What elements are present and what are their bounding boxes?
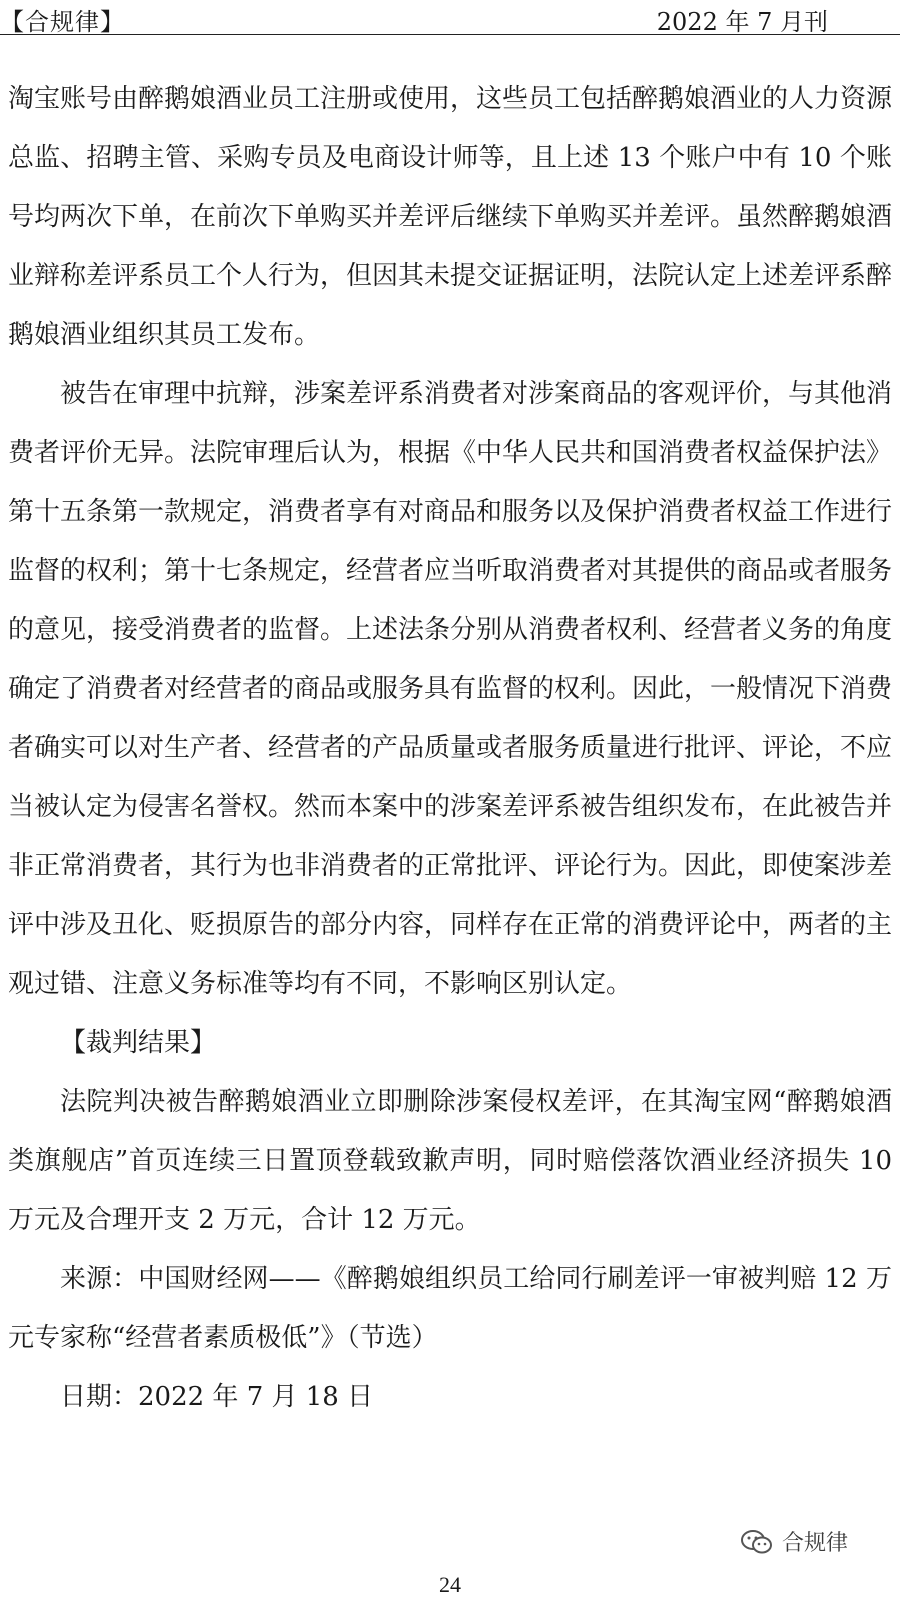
section-heading-judgment: 【裁判结果】 <box>60 1028 217 1058</box>
paragraph-continued: 淘宝账号由醉鹅娘酒业员工注册或使用，这些员工包括醉鹅娘酒业的人力资源总监、招聘主管、采购专员及电商设计师等，且上述 13 个账户中有 10 个账号均两次下单，在前次下单购买并差评后继续下单购买并差评。虽然醉鹅娘酒业辩称差评系员工个人行为，但因其未提交证据证明，法院认定上述差评系醉鹅娘酒业组织其员工发布。 <box>8 84 893 350</box>
page-number: 24 <box>439 1572 461 1597</box>
paragraph-date: 日期：2022 年 7 月 18 日 <box>60 1382 374 1412</box>
watermark-text: 合规律 <box>781 1531 848 1556</box>
article-body <box>0 70 900 1427</box>
paragraph-judgment: 法院判决被告醉鹅娘酒业立即删除涉案侵权差评，在其淘宝网“醉鹅娘酒类旗舰店”首页连续三日置顶登载致歉声明，同时赔偿落饮酒业经济损失 10 万元及合理开支 2 万元，合计 12 万元。 <box>8 1087 892 1235</box>
wechat-watermark <box>740 1526 848 1557</box>
wechat-icon <box>740 1528 774 1556</box>
paragraph-source: 来源：中国财经网——《醉鹅娘组织员工给同行刷差评一审被判赔 12 万元专家称“经营者素质极低”》（节选） <box>8 1264 892 1353</box>
page-header <box>0 0 900 35</box>
journal-name: 【合规律】 <box>0 8 125 36</box>
issue-date: 2022 年 7 月刊 <box>656 8 828 36</box>
paragraph-defense-argument: 被告在审理中抗辩，涉案差评系消费者对涉案商品的客观评价，与其他消费者评价无异。法院审理后认为，根据《中华人民共和国消费者权益保护法》第十五条第一款规定，消费者享有对商品和服务以及保护消费者权益工作进行监督的权利；第十七条规定，经营者应当听取消费者对其提供的商品或者服务的意见，接受消费者的监督。上述法条分别从消费者权利、经营者义务的角度确定了消费者对经营者的商品或服务具有监督的权利。因此，一般情况下消费者确实可以对生产者、经营者的产品质量或者服务质量进行批评、评论，不应当被认定为侵害名誉权。然而本案中的涉案差评系被告组织发布，在此被告并非正常消费者，其行为也非消费者的正常批评、评论行为。因此，即使案涉差评中涉及丑化、贬损原告的部分内容，同样存在正常的消费评论中，两者的主观过错、注意义务标准等均有不同，不影响区别认定。 <box>8 379 893 999</box>
